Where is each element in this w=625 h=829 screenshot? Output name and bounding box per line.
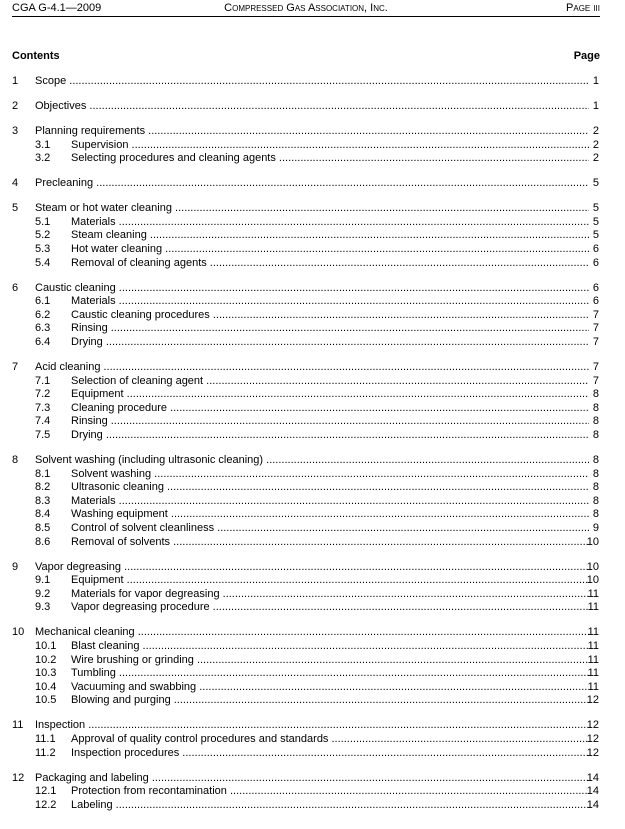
toc-entry-number: 8.6 <box>35 535 51 548</box>
toc-entry-number: 6.4 <box>35 336 51 348</box>
toc-entry <box>0 625 625 639</box>
toc-entry-number: 6.3 <box>35 322 51 335</box>
toc-entry <box>0 215 625 229</box>
toc-entry-number: 12.2 <box>35 798 57 811</box>
toc-entry-title: Planning requirements ..... <box>35 124 589 138</box>
toc-entry <box>0 666 625 680</box>
toc-entry-page: 1 <box>592 75 599 87</box>
toc-entry-page: 11 <box>587 601 599 614</box>
toc-entry-page: 7 <box>592 361 599 373</box>
toc-entry-title: Cleaning procedure ..... <box>71 401 589 415</box>
page-number: Page iii <box>566 2 600 14</box>
toc-entry-number: 8.2 <box>35 481 51 494</box>
toc-entry-page: 11 <box>587 640 599 652</box>
toc-entry-page: 12 <box>586 719 599 732</box>
toc-entry-page: 6 <box>592 281 599 294</box>
toc-entry-number: 8.3 <box>35 494 51 507</box>
toc-entry <box>0 401 625 415</box>
toc-entry-title: Blast cleaning ..... <box>71 639 589 653</box>
toc-entry <box>0 587 625 601</box>
toc-entry-title: Steam cleaning ..... <box>71 228 589 242</box>
toc-entry-page: 10 <box>586 560 599 573</box>
toc-entry-number: 8.1 <box>35 467 51 480</box>
toc-entry-page: 8 <box>592 508 599 521</box>
toc-entry-number: 9.2 <box>35 587 51 600</box>
toc-entry <box>0 387 625 401</box>
toc-entry <box>0 138 625 152</box>
toc-entry-number: 7.2 <box>35 388 51 401</box>
toc-entry-number: 9.1 <box>35 574 51 587</box>
toc-entry-number: 8.4 <box>35 508 51 521</box>
toc-entry-page: 14 <box>586 785 599 798</box>
page-column-heading: Page <box>573 50 600 62</box>
toc-entry-page: 11 <box>587 587 599 600</box>
toc-entry-page: 14 <box>586 798 599 811</box>
toc-entry-page: 2 <box>592 125 599 137</box>
toc-entry-number: 7 <box>12 361 19 373</box>
toc-entry-title: Solvent washing (including ultrasonic cleaning) ..... <box>35 453 589 467</box>
toc-entry-page: 7 <box>592 308 599 321</box>
toc-entry <box>0 74 625 88</box>
toc-entry-number: 11.2 <box>35 746 56 759</box>
toc-entry <box>0 798 625 812</box>
toc-entry-number: 5 <box>12 202 19 215</box>
toc-entry-title: Materials ..... <box>71 494 589 508</box>
toc-entry-title: Inspection ..... <box>35 718 589 732</box>
toc-entry-page: 8 <box>592 401 599 414</box>
toc-entry-page: 11 <box>587 626 599 639</box>
toc-entry <box>0 494 625 508</box>
toc-entry-page: 8 <box>592 454 599 466</box>
toc-entry-title: Vacuuming and swabbing ..... <box>71 680 589 694</box>
toc-entry <box>0 746 625 760</box>
toc-entry <box>0 374 625 388</box>
toc-entry <box>0 99 625 113</box>
toc-entry-title: Approval of quality control procedures and standards ..... <box>71 732 589 746</box>
toc-entry <box>0 294 625 308</box>
toc-entry <box>0 281 625 295</box>
toc-entry <box>0 507 625 521</box>
toc-entry-number: 11 <box>12 719 24 732</box>
toc-entry-title: Tumbling ..... <box>71 666 589 680</box>
toc-entry <box>0 680 625 694</box>
toc-entry-title: Acid cleaning ..... <box>35 360 589 374</box>
toc-entry <box>0 453 625 467</box>
toc-entry-number: 10.5 <box>35 694 57 707</box>
toc-entry-title: Materials ..... <box>71 294 589 308</box>
toc-entry <box>0 321 625 335</box>
toc-entry-page: 5 <box>592 202 599 215</box>
toc-entry-title: Materials for vapor degreasing ..... <box>71 587 589 601</box>
toc-entry-page: 8 <box>592 494 599 507</box>
toc-entry-page: 7 <box>592 336 599 348</box>
toc-entry-title: Vapor degreasing procedure ..... <box>71 600 589 614</box>
toc-entry-page: 10 <box>586 574 599 587</box>
toc-entry-number: 3.2 <box>35 152 51 165</box>
toc-entry-page: 6 <box>592 243 599 255</box>
toc-entry-title: Packaging and labeling ..... <box>35 771 589 785</box>
contents-heading: Contents <box>12 50 60 62</box>
toc-entry-number: 10 <box>12 626 25 639</box>
toc-entry-title: Scope ..... <box>35 74 589 88</box>
toc-entry-number: 3.1 <box>35 138 51 151</box>
toc-entry-page: 8 <box>592 415 599 428</box>
toc-entry-page: 6 <box>592 256 599 269</box>
toc-entry-title: Vapor degreasing ..... <box>35 560 589 574</box>
toc-entry-title: Control of solvent cleanliness ..... <box>71 521 589 535</box>
toc-entry-page: 8 <box>592 467 599 480</box>
organization-name: Compressed Gas Association, Inc. <box>224 2 388 14</box>
toc-entry-page: 2 <box>592 138 599 151</box>
toc-entry <box>0 560 625 574</box>
toc-entry <box>0 535 625 549</box>
toc-entry-number: 2 <box>12 100 19 112</box>
toc-entry-page: 5 <box>592 177 599 190</box>
toc-entry-page: 2 <box>592 152 599 165</box>
toc-entry-title: Blowing and purging ..... <box>71 693 589 707</box>
toc-entry-title: Ultrasonic cleaning ..... <box>71 480 589 494</box>
toc-entry-title: Removal of cleaning agents ..... <box>71 256 589 270</box>
toc-entry-title: Caustic cleaning procedures ..... <box>71 308 589 322</box>
toc-entry-title: Wire brushing or grinding ..... <box>71 653 589 667</box>
toc-entry-title: Labeling ..... <box>71 798 589 812</box>
toc-entry-page: 12 <box>586 694 599 707</box>
toc-entry-title: Equipment ..... <box>71 387 589 401</box>
toc-entry-title: Rinsing ..... <box>71 414 589 428</box>
toc-entry-number: 10.3 <box>35 667 57 680</box>
toc-entry-title: Objectives ..... <box>35 99 589 113</box>
toc-entry-title: Supervision ..... <box>71 138 589 152</box>
toc-entry-title: Mechanical cleaning ..... <box>35 625 589 639</box>
toc-entry-title: Selection of cleaning agent ..... <box>71 374 589 388</box>
toc-entry-number: 7.1 <box>35 374 51 387</box>
toc-entry-number: 4 <box>12 177 19 190</box>
toc-entry <box>0 639 625 653</box>
toc-entry-page: 6 <box>592 295 599 308</box>
toc-entry-page: 14 <box>586 771 599 784</box>
toc-entry-title: Caustic cleaning ..... <box>35 281 589 295</box>
toc-entry-page: 1 <box>592 100 599 112</box>
toc-entry-page: 12 <box>586 733 599 745</box>
toc-entry-number: 10.2 <box>35 653 57 666</box>
toc-entry-page: 12 <box>586 746 599 759</box>
toc-entry-number: 6 <box>12 281 19 294</box>
toc-entry-title: Solvent washing ..... <box>71 467 589 481</box>
toc-entry-number: 12.1 <box>35 785 57 798</box>
toc-entry <box>0 151 625 165</box>
toc-entry-title: Washing equipment ..... <box>71 507 589 521</box>
toc-entry-page: 5 <box>592 229 599 242</box>
toc-entry-number: 8.5 <box>35 522 51 534</box>
toc-entry-page: 11 <box>587 667 599 680</box>
document-id: CGA G-4.1—2009 <box>12 2 102 14</box>
toc-entry-title: Selecting procedures and cleaning agents ..... <box>71 151 589 165</box>
toc-entry <box>0 480 625 494</box>
toc-entry <box>0 335 625 349</box>
toc-entry-title: Precleaning ..... <box>35 176 589 190</box>
toc-entry <box>0 201 625 215</box>
toc-entry-number: 5.4 <box>35 256 51 269</box>
toc-entry-number: 1 <box>12 75 19 87</box>
toc-entry-number: 9.3 <box>35 601 51 614</box>
toc-entry-number: 5.1 <box>35 215 51 228</box>
toc-entry-title: Steam or hot water cleaning ..... <box>35 201 589 215</box>
toc-entry <box>0 653 625 667</box>
toc-entry <box>0 228 625 242</box>
toc-entry <box>0 732 625 746</box>
toc-entry-number: 6.1 <box>35 295 51 308</box>
toc-entry <box>0 256 625 270</box>
toc-entry-title: Drying ..... <box>71 335 589 349</box>
toc-entry <box>0 718 625 732</box>
toc-entry <box>0 308 625 322</box>
toc-entry <box>0 771 625 785</box>
toc-entry-page: 8 <box>592 481 599 494</box>
toc-entry-number: 10.1 <box>35 640 57 652</box>
toc-entry-number: 12 <box>12 771 25 784</box>
toc-entry-page: 8 <box>592 429 599 441</box>
toc-entry-page: 5 <box>592 215 599 228</box>
toc-entry-number: 7.3 <box>35 401 51 414</box>
toc-entry <box>0 428 625 442</box>
toc-entry <box>0 176 625 190</box>
toc-entry <box>0 784 625 798</box>
toc-entry-number: 7.5 <box>35 429 51 441</box>
toc-entry-number: 9 <box>12 560 19 573</box>
toc-entry-title: Equipment ..... <box>71 573 589 587</box>
toc-entry <box>0 360 625 374</box>
toc-entry-number: 5.3 <box>35 243 51 255</box>
toc-entry-number: 10.4 <box>35 680 57 693</box>
toc-entry-title: Drying ..... <box>71 428 589 442</box>
toc-entry <box>0 242 625 256</box>
toc-entry <box>0 414 625 428</box>
toc-entry-title: Rinsing ..... <box>71 321 589 335</box>
toc-entry-title: Protection from recontamination ..... <box>71 784 589 798</box>
toc-entry-number: 6.2 <box>35 308 51 321</box>
toc-entry-number: 8 <box>12 454 19 466</box>
toc-entry-page: 11 <box>587 680 599 693</box>
toc-entry <box>0 693 625 707</box>
toc-entry-page: 10 <box>586 535 599 548</box>
toc-entry-page: 9 <box>592 522 599 534</box>
toc-entry-title: Hot water cleaning ..... <box>71 242 589 256</box>
toc-entry-page: 7 <box>592 322 599 335</box>
toc-entry-title: Materials ..... <box>71 215 589 229</box>
toc-entry <box>0 521 625 535</box>
toc-entry-number: 7.4 <box>35 415 51 428</box>
toc-entry-title: Inspection procedures ..... <box>71 746 589 760</box>
toc-entry-title: Removal of solvents ..... <box>71 535 589 549</box>
toc-entry-page: 8 <box>592 388 599 401</box>
toc-entry-number: 11.1 <box>35 733 56 745</box>
toc-entry-number: 3 <box>12 125 19 137</box>
toc-entry <box>0 600 625 614</box>
toc-entry <box>0 124 625 138</box>
toc-entry <box>0 573 625 587</box>
toc-entry-page: 7 <box>592 374 599 387</box>
toc-entry-number: 5.2 <box>35 229 51 242</box>
toc-entry-page: 11 <box>587 653 599 666</box>
toc-entry <box>0 467 625 481</box>
